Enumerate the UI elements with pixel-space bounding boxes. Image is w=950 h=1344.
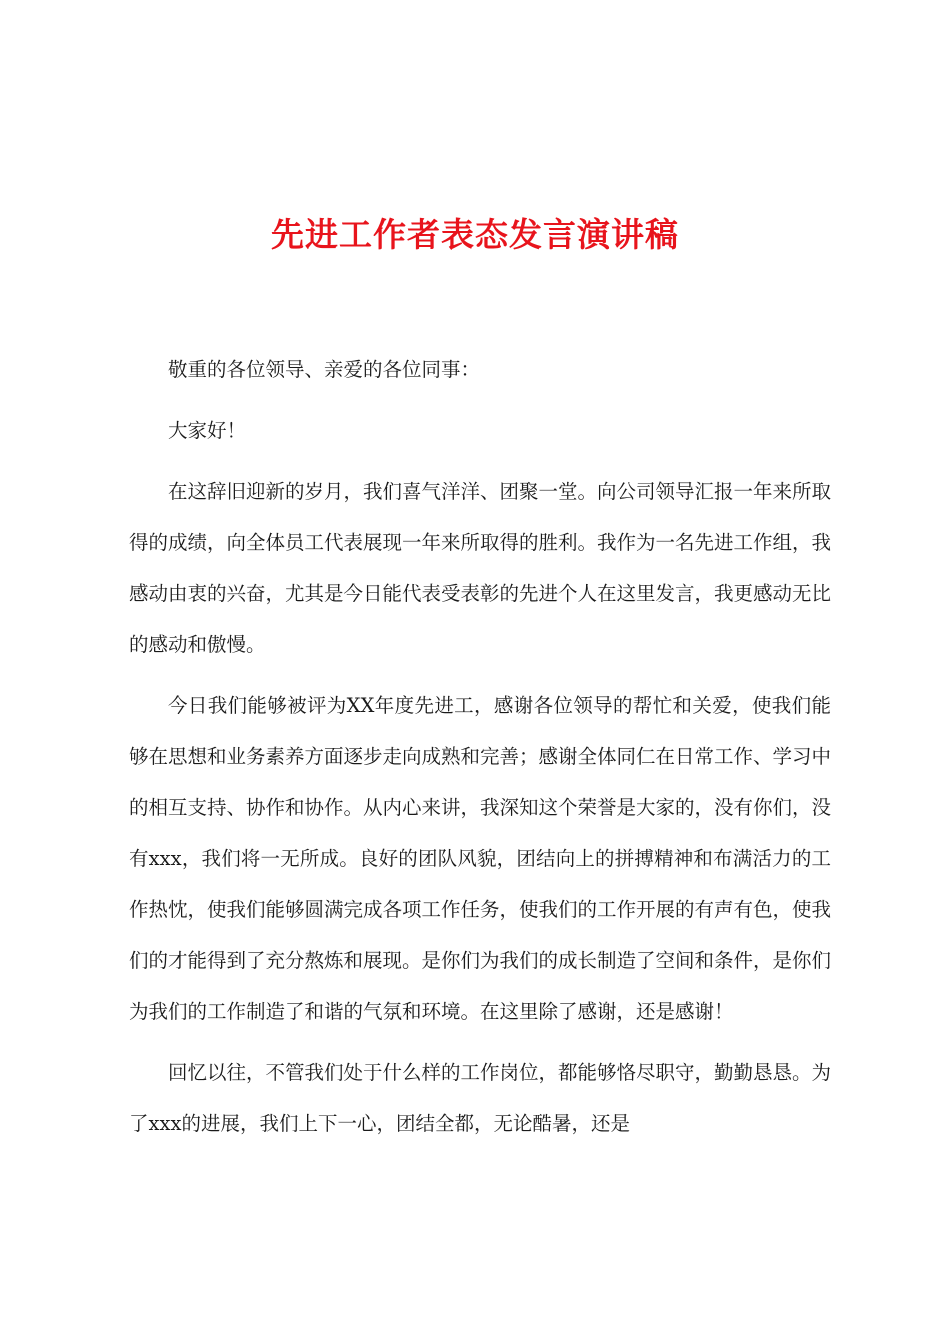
document-title: 先进工作者表态发言演讲稿 bbox=[271, 215, 679, 254]
salutation: 敬重的各位领导、亲爱的各位同事： bbox=[168, 358, 481, 381]
greeting: 大家好！ bbox=[168, 419, 247, 442]
body-paragraph: 今日我们能够被评为XX年度先进工，感谢各位领导的帮忙和关爱，使我们能够在思想和业务素养方面逐步走向成熟和完善；感谢全体同仁在日常工作、学习中的相互支持、协作和协作。从内心来讲，我深知这个荣誉是大家的，没有你们，没有xxx，我们将一无所成。良好的团队风貌，团结向上的拼搏精神和布满活力的工作热忱，使我们能够圆满完成各项工作任务，使我们的工作开展的有声有色，使我们的才能得到了充分熬炼和展现。是你们为我们的成长制造了空间和条件，是你们为我们的工作制造了和谐的气氛和环境。在这里除了感谢，还是感谢！ bbox=[129, 694, 832, 1023]
document-body bbox=[129, 344, 831, 1149]
body-paragraph: 回忆以往，不管我们处于什么样的工作岗位，都能够恪尽职守，勤勤恳恳。为了xxx的进展，我们上下一心，团结全都，无论酷暑，还是 bbox=[129, 1061, 832, 1135]
body-paragraph: 在这辞旧迎新的岁月，我们喜气洋洋、团聚一堂。向公司领导汇报一年来所取得的成绩，向全体员工代表展现一年来所取得的胜利。我作为一名先进工作组，我感动由衷的兴奋，尤其是今日能代表受表彰的先进个人在这里发言，我更感动无比的感动和傲慢。 bbox=[129, 480, 832, 656]
